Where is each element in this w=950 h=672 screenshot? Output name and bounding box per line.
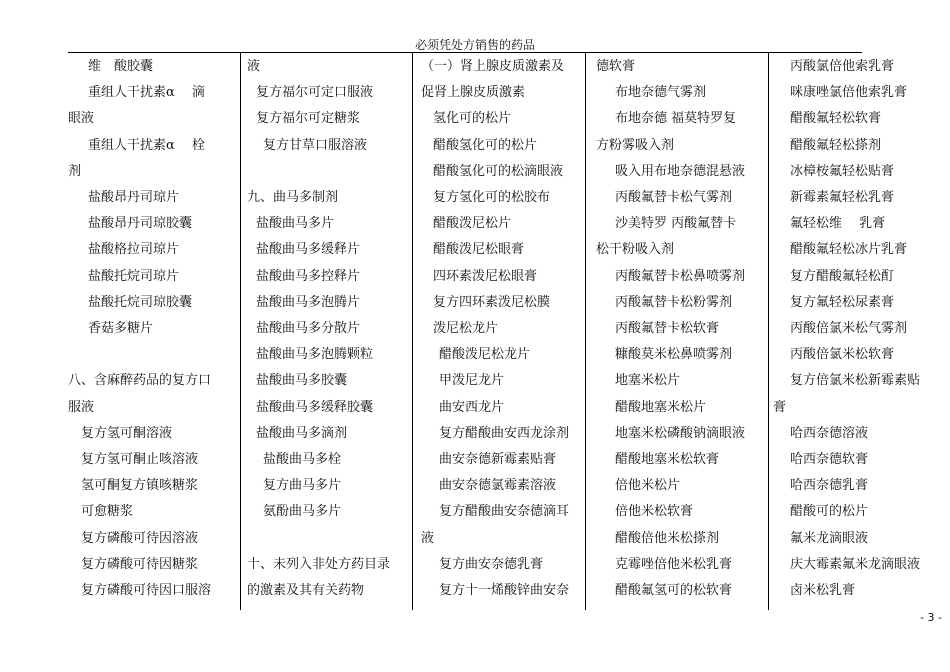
list-item: 方粉雾吸入剂 [596,137,675,153]
list-item: 丙酸氟替卡松气雾剂 [615,190,733,205]
column-5 [768,52,921,610]
list-item: 复方氟轻松尿素膏 [790,294,895,310]
list-item: 倍他米松片 [615,478,681,494]
list-item: 盐酸曲马多缓释片 [256,242,361,258]
list-item: 复方醋酸氟轻松酊 [790,268,895,284]
list-item: 复方氢可酮溶液 [81,425,173,441]
list-item: 地塞米松磷酸钠滴眼液 [615,425,746,441]
list-item: 盐酸曲马多控释片 [256,268,361,284]
column-1 [68,52,240,610]
page-number: - 3 - [920,611,942,624]
list-item: 冰樟桉氟轻松贴膏 [790,163,895,179]
list-item: 丙酸倍氯米松软膏 [790,347,895,363]
list-item: 醋酸氢化可的松片 [433,137,538,153]
list-item: 氟米龙滴眼液 [790,530,869,546]
list-item: 甲泼尼龙片 [439,373,505,389]
list-item: 盐酸托烷司琼片 [88,268,180,284]
list-item: 糠酸莫米松鼻喷雾剂 [615,347,733,363]
list-item: 哈西奈德乳膏 [790,478,869,494]
list-item: 复方福尔可定口服液 [256,85,374,101]
list-item: 庆大霉素氟米龙滴眼液 [790,556,921,572]
list-item: 氟轻松维 乳膏 [790,216,886,232]
list-item: 复方倍氯米松新霉素贴 [790,373,921,389]
list-item: 复方十一烯酸锌曲安奈 [439,583,570,598]
list-item: 哈西奈德溶液 [790,425,869,441]
list-item: 氢可酮复方镇咳糖浆 [81,478,199,494]
list-item: 德软膏 [596,59,636,74]
list-item: 盐酸曲马多栓 [263,452,342,467]
list-item: 复方磷酸可待因溶液 [81,530,199,546]
list-item: 哈西奈德软膏 [790,452,869,467]
list-item: 醋酸氢化可的松滴眼液 [433,163,564,179]
list-item: 曲安奈德氯霉素溶液 [439,478,557,494]
list-item: 盐酸曲马多泡腾颗粒 [256,347,374,363]
list-item: 丙酸氟替卡松粉雾剂 [615,294,733,310]
list-item: 醋酸地塞米松软膏 [615,452,720,467]
list-item: 盐酸曲马多片 [256,216,335,232]
list-item: 醋酸泼尼松片 [433,216,512,232]
list-item: 盐酸昂丹司琼片 [88,190,180,205]
list-item: 复方磷酸可待因口服溶 [81,583,212,598]
list-item: 四环素泼尼松眼膏 [433,268,538,284]
list-item: 香菇多糖片 [88,321,154,336]
list-item: 醋酸氟轻松搽剂 [790,137,882,153]
list-item: 地塞米松片 [615,373,681,389]
list-item: 醋酸泼尼松龙片 [439,347,531,363]
list-item: 曲安西龙片 [439,399,505,415]
list-item: 复方磷酸可待因糖浆 [81,556,199,572]
list-item: 布地奈德气雾剂 [615,85,707,101]
list-item: 液 [247,59,261,74]
list-item: 倍他米松软膏 [615,504,694,520]
list-item: 盐酸曲马多胶囊 [256,373,348,389]
list-item: 九、曲马多制剂 [247,190,339,205]
list-item: 促肾上腺皮质激素 [421,85,526,101]
list-item: 醋酸氟轻松冰片乳膏 [790,242,908,258]
list-item: 十、未列入非处方药目录 [247,556,391,572]
list-item: 醋酸可的松片 [790,504,869,520]
list-item: （一）肾上腺皮质激素及 [421,59,565,74]
list-item: 泼尼松龙片 [433,321,499,336]
list-item: 盐酸昂丹司琼胶囊 [88,216,193,232]
column-2 [240,52,413,610]
list-item: 复方醋酸曲安西龙涂剂 [439,425,570,441]
list-item: 复方氢可酮止咳溶液 [81,452,199,467]
page-header: 必须凭处方销售的药品 [414,38,535,52]
list-item: 复方福尔可定糖浆 [256,111,361,127]
list-item: 复方曲马多片 [263,478,342,494]
list-item: 氢化可的松片 [433,111,512,127]
list-item: 八、含麻醉药品的复方口 [68,373,212,389]
list-item: 复方四环素泼尼松膜 [433,294,551,310]
list-item: 复方甘草口服溶液 [263,137,368,153]
list-item: 曲安奈德新霉素贴膏 [439,452,557,467]
list-item: 剂 [68,163,82,179]
list-item: 重组人干扰素α 栓 [88,137,205,153]
list-item: 盐酸曲马多缓释胶囊 [256,399,374,415]
list-item: 丙酸倍氯米松气雾剂 [790,321,908,336]
list-item: 醋酸氟轻松软膏 [790,111,882,127]
list-item: 布地奈德 福莫特罗复 [615,111,737,127]
list-item: 盐酸曲马多分散片 [256,321,361,336]
list-item: 氨酚曲马多片 [263,504,342,520]
list-item: 可愈糖浆 [81,504,134,520]
list-item: 眼液 [68,111,95,127]
list-item: 丙酸氟替卡松鼻喷雾剂 [615,268,746,284]
list-item: 新霉素氟轻松乳膏 [790,190,895,205]
list-item: 膏 [773,399,787,415]
list-item: 复方醋酸曲安奈德滴耳 [439,504,570,520]
list-item: 醋酸泼尼松眼膏 [433,242,525,258]
list-item: 盐酸曲马多滴剂 [256,425,348,441]
list-item: 盐酸格拉司琼片 [88,242,180,258]
list-item: 盐酸托烷司琼胶囊 [88,294,193,310]
list-item: 复方曲安奈德乳膏 [439,556,544,572]
column-4 [585,52,769,610]
list-item: 的激素及其有关药物 [247,583,365,598]
list-item: 醋酸氟氢可的松软膏 [615,583,733,598]
list-item: 卤米松乳膏 [790,583,856,598]
list-item: 服液 [68,399,95,415]
list-item: 克霉唑倍他米松乳膏 [615,556,733,572]
list-item: 吸入用布地奈德混悬液 [615,163,746,179]
column-3 [412,52,586,610]
list-item: 醋酸地塞米松片 [615,399,707,415]
list-item: 醋酸倍他米松搽剂 [615,530,720,546]
list-item: 丙酸氟替卡松软膏 [615,321,720,336]
list-item: 咪康唑氯倍他索乳膏 [790,85,908,101]
list-item: 沙美特罗 丙酸氟替卡 [615,216,737,232]
list-item: 重组人干扰素α 滴 [88,85,205,101]
list-item: 松干粉吸入剂 [596,242,675,258]
list-item: 盐酸曲马多泡腾片 [256,294,361,310]
list-item: 液 [421,530,435,546]
list-item: 维 酸胶囊 [88,59,154,74]
list-item: 丙酸氯倍他索乳膏 [790,59,895,74]
list-item: 复方氢化可的松胶布 [433,190,551,205]
